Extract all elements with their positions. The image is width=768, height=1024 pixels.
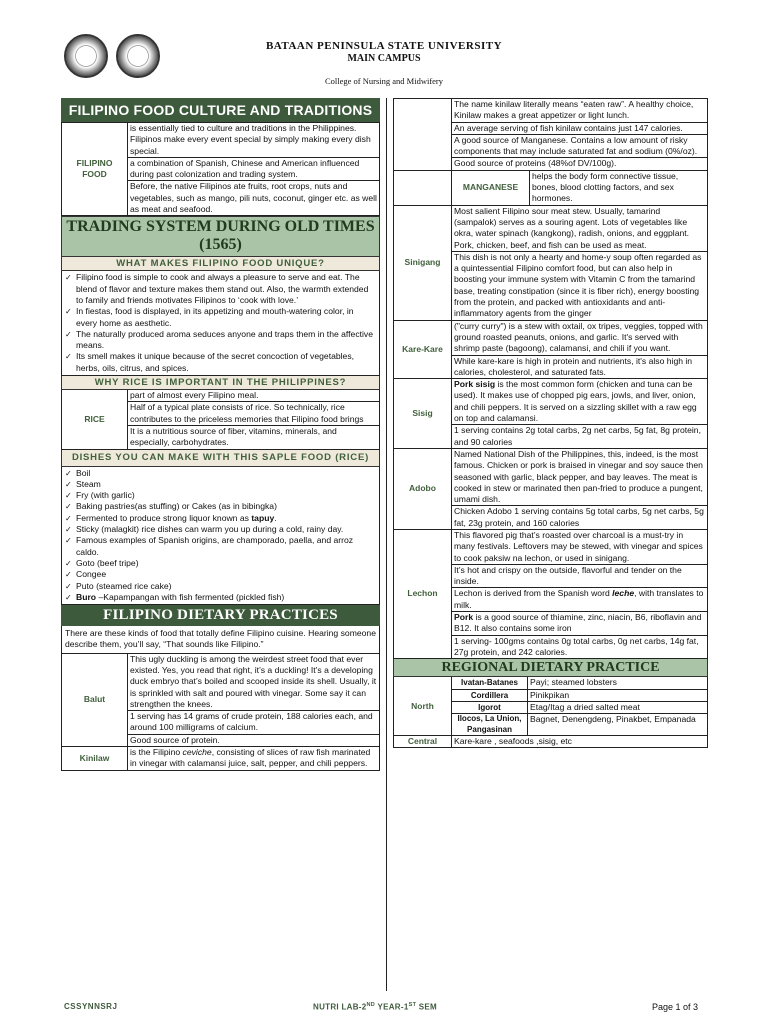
rice-heading: WHY RICE IS IMPORTANT IN THE PHILIPPINES? [61,376,380,390]
balut-row: This ugly duckling is among the weirdest street food that ever existed. Yes, you read that right, it’s a duckling! It’s a developing duck embryo that’s boiled and scooped inside its shell. Usually, it is sprinkled with salt and poured with vinegar. Some say it can strengthen the knees. [128,654,380,711]
footer-code: CSSYNNSRJ [64,1002,118,1011]
lechon-row [452,612,708,636]
north-label: North [394,677,452,735]
course-sup: ST [408,1002,417,1008]
filipino-food-row: is essentially tied to culture and traditions in the Philippines. Filipinos make every event special by simply making every dish special. [128,123,380,158]
region-name: Ivatan-Batanes [452,677,528,689]
sinigang-row: This dish is not only a hearty and home-y soup often regarded as a quintessential Filipino comfort food, but can also help in boosting your immune system with Vitamin C from the tamarind base, treating constipation (since it is fiber rich), energy boosting from the protein, and packed with antioxidants and anti-inflammatory agents from the ginger [452,251,708,320]
balut-label: Balut [62,654,128,747]
list-item: ✓ Steam [65,479,376,490]
manganese-spacer [394,171,452,205]
kinilaw-row: A good source of Manganese. Contains a low amount of risky components that may include saturated fat and sodium (0%/oz). [452,134,708,158]
balut-row: Good source of protein. [128,734,380,746]
list-item: ✓ In fiestas, food is displayed, in its appetizing and mouth-watering color, in every home as aesthetic. [65,306,376,329]
region-name: Igorot [452,701,528,713]
dishes-heading: DISHES YOU CAN MAKE WITH THIS SAPLE FOOD (RICE) [61,450,380,467]
sisig-text: is the most common form (chicken and tuna can be used). It makes use of chopped pig ears, jowls, and liver, onion, and chili peppers. It is served on a sizzling skillet with a raw egg on top and calamansi. [454,379,697,424]
region-food: Payi; steamed lobsters [528,677,708,689]
list-item: ✓ Fry (with garlic) [65,490,376,501]
rice-table [61,390,380,449]
kinilaw-row: Good source of proteins (48%of DV/100g). [452,158,708,170]
filipino-food-row: a combination of Spanish, Chinese and American influenced during past colonization and trading system. [128,157,380,181]
kinilaw-text-end: , consisting of slices of raw fish marinated in vinegar with calamansi juice, salt, pepper, and chili peppers. [130,747,371,769]
regional-table [393,677,708,748]
buro-text: –Kapampangan with fish fermented (pickled fish) [96,591,285,602]
lechon-row: This flavored pig that’s roasted over charcoal is a must-try in many festivals. Leftovers may be stewed, with vinegar and spices to cook paksiw na lechon, or used in sinigang. [452,529,708,564]
lechon-text: Lechon is derived from the Spanish word [454,588,613,599]
sinigang-row: Most salient Filipino sour meat stew. Usually, tamarind (sampalok) serves as a souring agent. Lots of vegetables like okra, water spinach (kangkong), radish, onions, and eggplant. Pork, chicken, beef, and fish can be used as meat. [452,206,708,252]
manganese-table [393,171,708,206]
kinilaw-row: An average serving of fish kinilaw contains just 147 calories. [452,122,708,134]
sisig-label: Sisig [394,379,452,449]
sisig-row [452,379,708,425]
balut-table [61,654,380,771]
dietary-practices-title: FILIPINO DIETARY PRACTICES [61,605,380,626]
left-column [61,98,380,771]
list-item [65,592,376,603]
central-label: Central [394,736,452,748]
list-item: ✓ Congee [65,569,376,580]
kinilaw-text: is the Filipino [130,747,183,758]
dishes-list [61,467,380,606]
fermented-text: Fermented to produce strong liquor known as [76,512,252,523]
college-name: College of Nursing and Midwifery [324,76,444,86]
list-item: ✓ Filipino food is simple to cook and always a pleasure to serve and eat. The blend of flavor and texture makes them stand out. Also, the warmth extended to family and friends motivates Filipinos to ‘cook with love.’ [65,272,376,306]
region-food: Bagnet, Denengdeng, Pinakbet, Empanada [528,714,708,736]
rice-label: RICE [62,390,128,449]
central-food: Kare-kare , seafoods ,sisig, etc [452,736,708,748]
list-item: ✓ Boil [65,468,376,479]
manganese-label: MANGANESE [452,171,530,205]
trading-system-year: (1565) [199,236,242,254]
karekare-row: While kare-kare is high in protein and nutrients, it's also high in calories, cholesterol, and saturated fats. [452,355,708,379]
course-text: SEM [416,1002,438,1012]
list-item: ✓ Famous examples of Spanish origins, are champorado, paella, and arroz caldo. [65,535,376,558]
kinilaw-row [128,747,380,771]
dietary-intro: There are these kinds of food that totally define Filipino cuisine. Hearing someone describe them, you’ll say, “That sounds like Filipino.” [61,626,380,654]
sisig-row: 1 serving contains 2g total carbs, 2g net carbs, 5g fat, 8g protein, and 90 calories [452,425,708,449]
kinilaw-label: Kinilaw [62,747,128,771]
filipino-food-label: FILIPINO FOOD [62,123,128,216]
filipino-food-table [61,122,380,216]
rice-row: It is a nutritious source of fiber, vitamins, minerals, and especially, carbohydrates. [128,425,380,449]
rice-row: part of almost every Filipino meal. [128,390,380,402]
pork-sisig-term: Pork sisig [454,379,496,390]
sinigang-table [393,206,708,660]
balut-row: 1 serving has 14 grams of crude protein, 188 calories each, and around 100 milligrams of calcium. [128,711,380,735]
rice-row: Half of a typical plate consists of rice. So technically, rice contributes to the priceless memories that Filipino food brings [128,402,380,426]
list-item: ✓ Goto (beef tripe) [65,558,376,569]
leche-term: leche [612,588,635,599]
column-divider [386,98,387,991]
course-text: YEAR-1 [375,1002,409,1012]
adobo-row: Chicken Adobo 1 serving contains 5g total carbs, 5g net carbs, 5g fat, 23g protein, and 160 calories [452,506,708,530]
list-item: ✓ Puto (steamed rice cake) [65,581,376,592]
list-item: ✓ Its smell makes it unique because of the secret concoction of vegetables, herbs, oils, citrus, and spices. [65,351,376,374]
course-sup: ND [366,1002,376,1008]
buro-term: Buro [76,591,97,602]
lechon-text-end: , with translates to milk. [454,588,704,610]
region-name: Cordillera [452,689,528,701]
fermented-end: . [274,512,277,523]
tapuy-term: tapuy [251,512,275,523]
trading-system-title: TRADING SYSTEM DURING OLD TIMES [66,218,375,236]
filipino-food-row: Before, the native Filipinos ate fruits, root crops, nuts and vegetables, such as mango, pili nuts, coconut, ginger etc. as well as meat and seafood. [128,181,380,216]
unique-heading: WHAT MAKES FILIPINO FOOD UNIQUE? [61,257,380,271]
pork-text: is a good source of thiamine, zinc, niacin, B6, riboflavin and B12. It also contains some iron [454,612,702,634]
course-text: NUTRI LAB-2 [313,1002,367,1012]
pork-term: Pork [454,612,474,623]
list-item [65,513,376,524]
ceviche-term: ceviche [182,747,212,758]
manganese-text: helps the body form connective tissue, bones, blood clotting factors, and sex hormones. [530,171,708,205]
section-title-food-culture: FILIPINO FOOD CULTURE AND TRADITIONS [61,98,380,122]
kinilaw-row: The name kinilaw literally means “eaten raw”. A healthy choice, Kinilaw makes a great appetizer or light lunch. [452,99,708,123]
kinilaw-continued-label-cell [394,99,452,171]
adobo-label: Adobo [394,448,452,529]
university-name: BATAAN PENINSULA STATE UNIVERSITY [265,40,503,52]
list-item: ✓ Sticky (malagkit) rice dishes can warm you up during a cold, rainy day. [65,524,376,535]
region-food: Pinikpikan [528,689,708,701]
sinigang-label: Sinigang [394,206,452,320]
adobo-row: Named National Dish of the Philippines, this, indeed, is the most famous. Chicken or pork is braised in vinegar and soy sauce then seasoned with garlic, black pepper, and bay leaves. The meat is cooked in stew or marinated then pan-fried to produce a pungent, umami dish. [452,448,708,505]
karekare-row: ("curry curry") is a stew with oxtail, ox tripes, veggies, topped with ground roasted peanuts, onions, and garlic. It's served with shrimp paste (bagoong), calamansi, and chili if you want. [452,320,708,355]
lechon-label: Lechon [394,529,452,658]
lechon-row: It’s hot and crispy on the outside, flavorful and tender on the inside. [452,564,708,588]
lechon-row: 1 serving- 100gms contains 0g total carbs, 0g net carbs, 14g fat, 27g protein, and 242 calories. [452,635,708,659]
footer-course [313,1002,437,1012]
list-item: ✓ Baking pastries(as stuffing) or Cakes (as in bibingka) [65,501,376,512]
campus-name: MAIN CAMPUS [347,53,421,64]
right-column [393,98,708,748]
page-number: Page 1 of 3 [652,1002,699,1012]
karekare-label: Kare-Kare [394,320,452,378]
regional-practice-title: REGIONAL DIETARY PRACTICE [393,659,708,677]
unique-list [61,271,380,376]
lechon-row [452,588,708,612]
kinilaw-continued-table [393,98,708,171]
document-header [0,30,768,90]
region-name: Ilocos, La Union, Pangasinan [452,714,528,736]
list-item: ✓ The naturally produced aroma seduces anyone and traps them in the affective means. [65,329,376,352]
region-food: Etag/Itag a dried salted meat [528,701,708,713]
trading-system-heading [61,216,380,257]
